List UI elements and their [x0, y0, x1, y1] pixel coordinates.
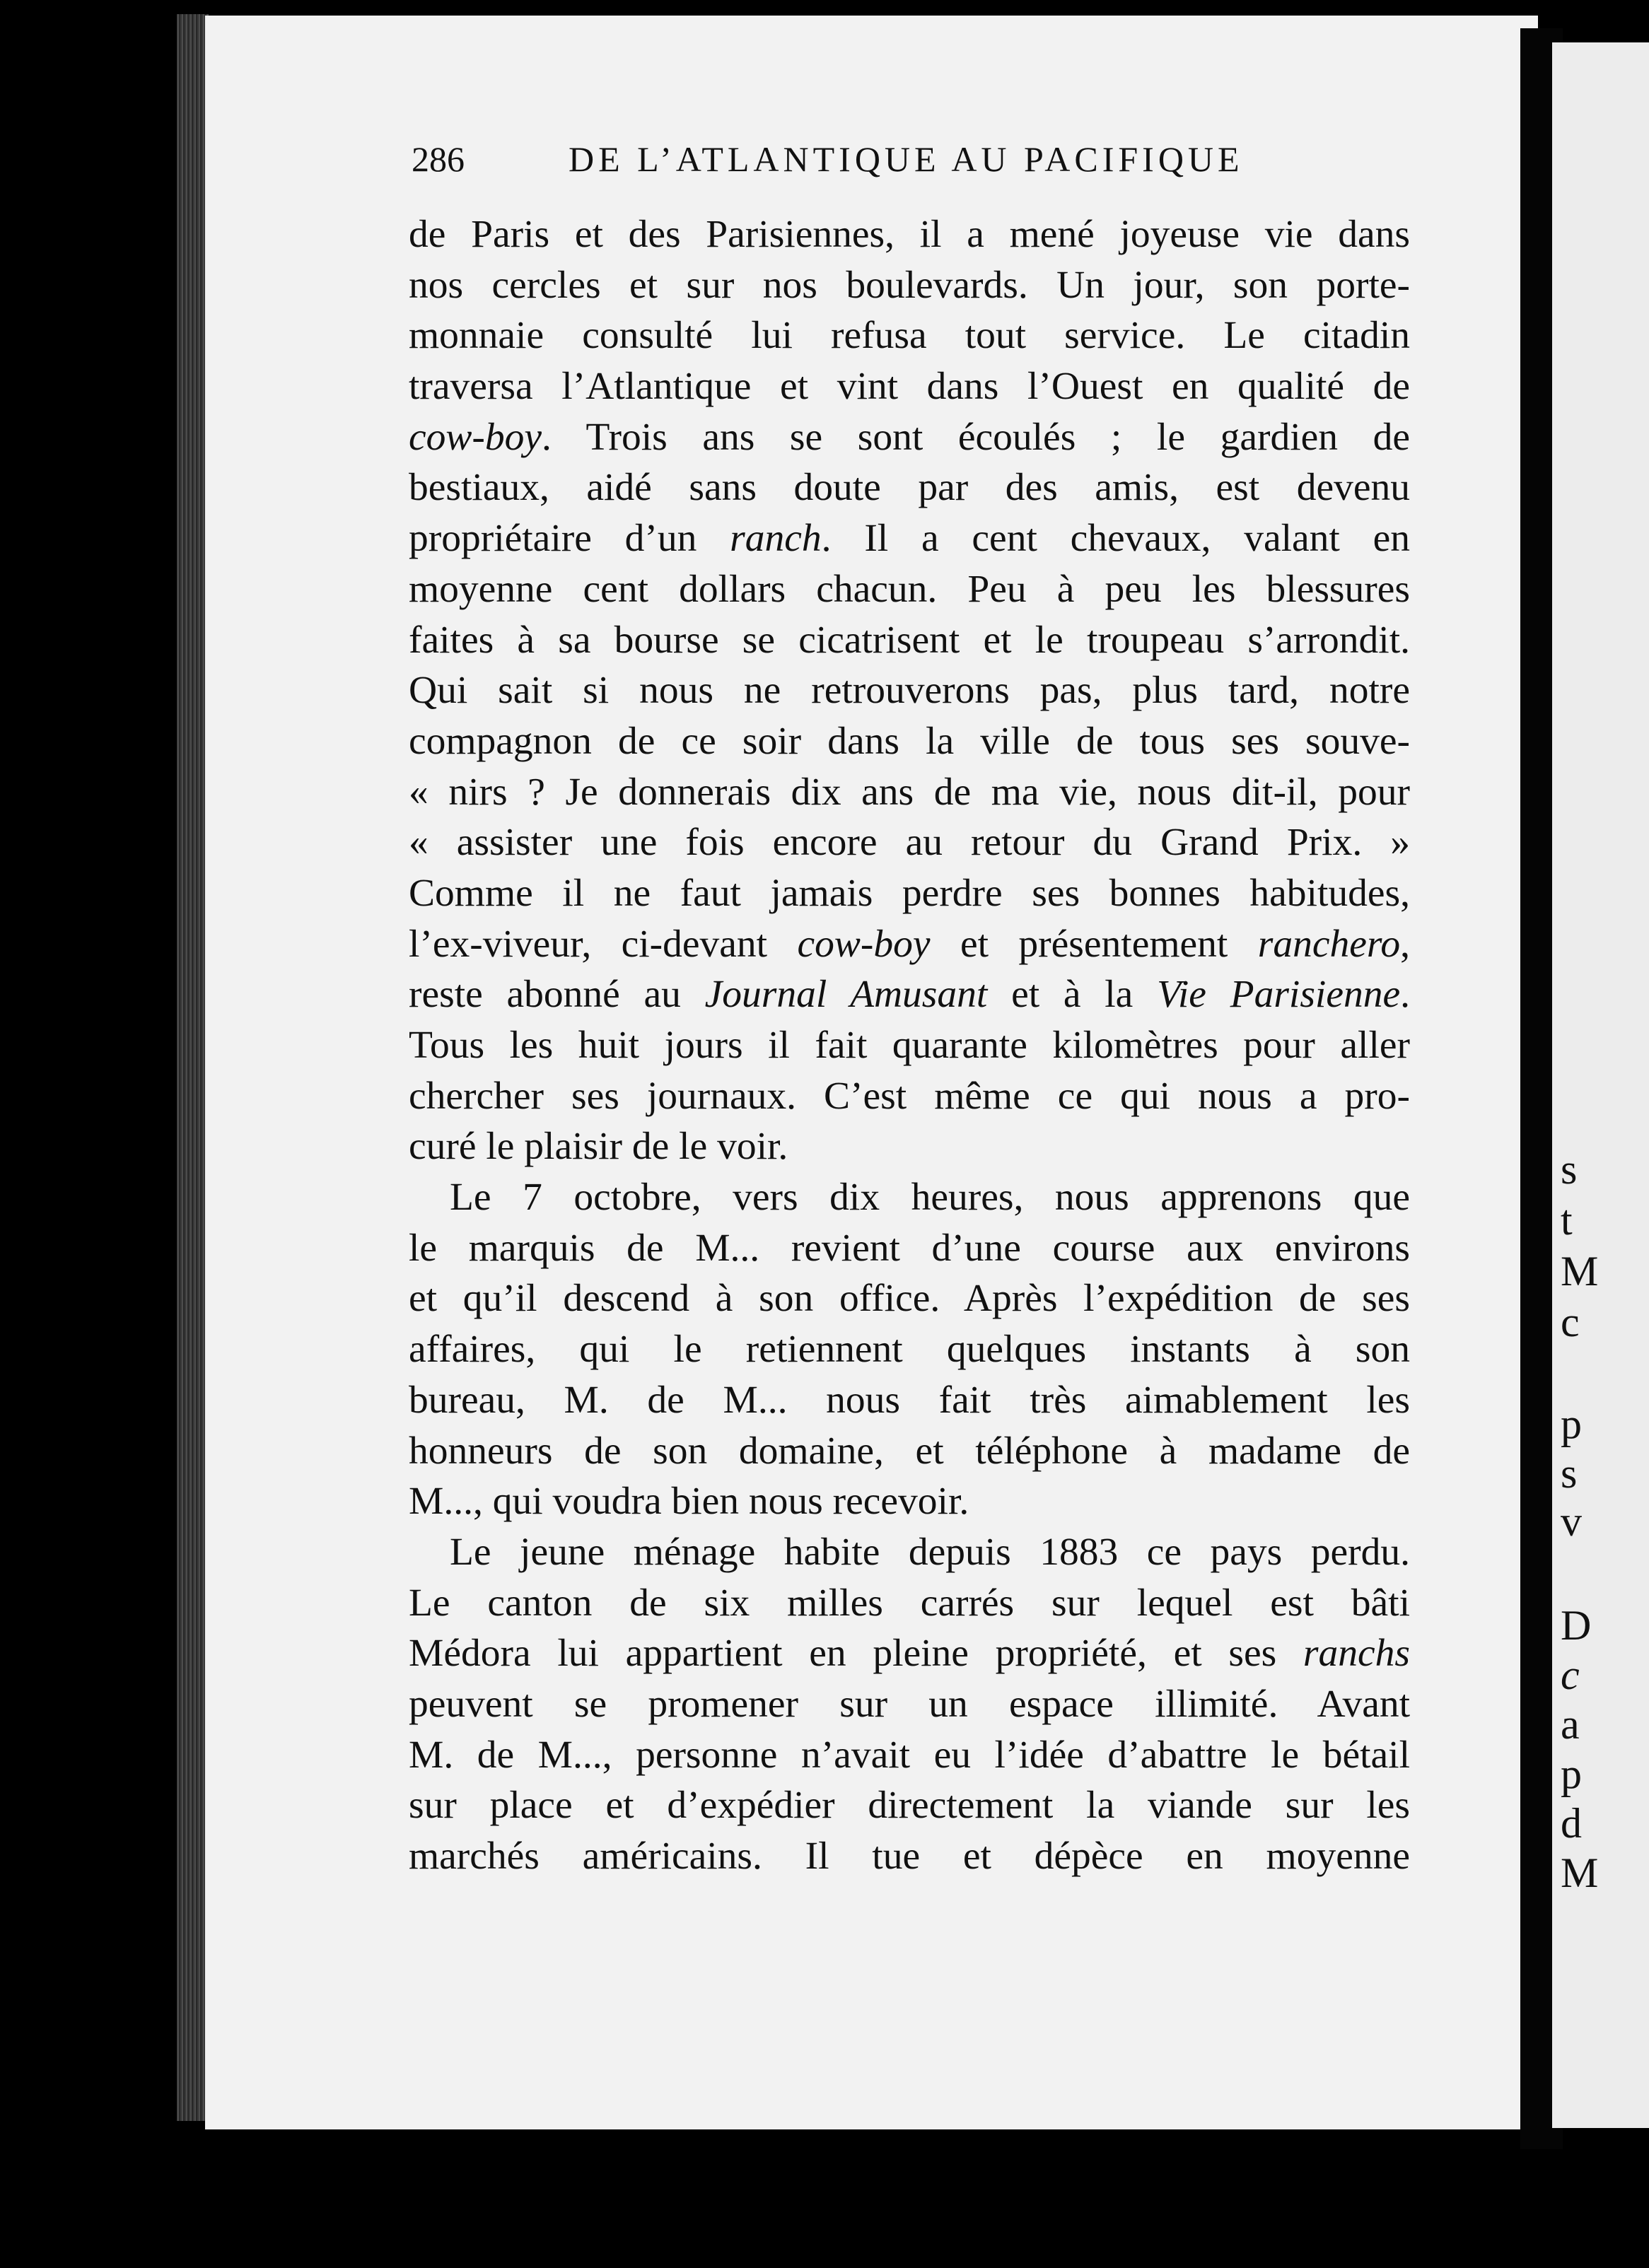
text-line: « assister une fois encore au retour du Grand Prix. »: [409, 821, 1410, 865]
text-line: bureau, M. de M... nous fait très aimablement les: [409, 1378, 1410, 1422]
text-line: moyenne cent dollars chacun. Peu à peu les blessures: [409, 567, 1410, 611]
text-line: Le jeune ménage habite depuis 1883 ce pays perdu.: [450, 1530, 1410, 1574]
text-line: faites à sa bourse se cicatrisent et le troupeau s’arrondit.: [409, 618, 1410, 662]
facing-page-letter: a: [1561, 1701, 1580, 1748]
text-line: compagnon de ce soir dans la ville de tous ses souve-: [409, 719, 1410, 763]
text-line: traversa l’Atlantique et vint dans l’Ouest en qualité de: [409, 365, 1410, 409]
page-body-text: [409, 209, 1410, 1882]
facing-page-letter: t: [1561, 1197, 1573, 1244]
text-line: propriétaire d’un ranch. Il a cent chevaux, valant en: [409, 517, 1410, 561]
facing-page-letter: D: [1561, 1602, 1592, 1649]
text-line: peuvent se promener sur un espace illimité. Avant: [409, 1682, 1410, 1726]
page-stack-edge: [177, 14, 209, 2121]
text-line: M. de M..., personne n’avait eu l’idée d’abattre le bétail: [409, 1733, 1410, 1777]
text-line: Comme il ne faut jamais perdre ses bonnes habitudes,: [409, 871, 1410, 915]
facing-page-letter: s: [1561, 1450, 1578, 1497]
text-line: bestiaux, aidé sans doute par des amis, est devenu: [409, 466, 1410, 510]
text-line: honneurs de son domaine, et téléphone à madame de: [409, 1429, 1410, 1473]
text-line: nos cercles et sur nos boulevards. Un jour, son porte-: [409, 263, 1410, 307]
text-line: Le 7 octobre, vers dix heures, nous apprenons que: [450, 1176, 1410, 1220]
running-title: DE L’ATLANTIQUE AU PACIFIQUE: [569, 139, 1244, 179]
running-header: [412, 139, 1260, 188]
facing-page-letter: s: [1561, 1146, 1578, 1193]
text-line: Le canton de six milles carrés sur lequel est bâti: [409, 1581, 1410, 1625]
text-line: affaires, qui le retiennent quelques instants à son: [409, 1328, 1410, 1372]
text-line: l’ex-viveur, ci-devant cow-boy et présentement ranchero,: [409, 922, 1410, 966]
facing-page-letter: p: [1561, 1401, 1582, 1447]
facing-page-fragment: [1552, 42, 1649, 2128]
facing-page-letter: M: [1561, 1849, 1599, 1896]
facing-page-letter: v: [1561, 1498, 1582, 1545]
text-line: cow-boy. Trois ans se sont écoulés ; le gardien de: [409, 415, 1410, 459]
text-line: reste abonné au Journal Amusant et à la Vie Parisienne.: [409, 973, 1410, 1017]
text-line: marchés américains. Il tue et dépèce en moyenne: [409, 1835, 1410, 1878]
facing-page-letter: d: [1561, 1800, 1582, 1847]
text-line: curé le plaisir de le voir.: [409, 1125, 788, 1169]
facing-page-letter: c: [1561, 1652, 1580, 1698]
page-number: 286: [412, 139, 465, 179]
facing-page-letter: p: [1561, 1750, 1582, 1797]
text-line: Qui sait si nous ne retrouverons pas, plus tard, notre: [409, 669, 1410, 713]
text-line: Médora lui appartient en pleine propriété, et ses ranchs: [409, 1632, 1410, 1676]
facing-page-letter: M: [1561, 1248, 1599, 1294]
text-line: M..., qui voudra bien nous recevoir.: [409, 1480, 969, 1524]
text-line: de Paris et des Parisiennes, il a mené joyeuse vie dans: [409, 213, 1410, 256]
facing-page-letter: c: [1561, 1299, 1580, 1345]
text-line: monnaie consulté lui refusa tout service. Le citadin: [409, 314, 1410, 358]
text-line: Tous les huit jours il fait quarante kilomètres pour aller: [409, 1024, 1410, 1067]
text-line: « nirs ? Je donnerais dix ans de ma vie, nous dit-il, pour: [409, 770, 1410, 814]
text-line: et qu’il descend à son office. Après l’expédition de ses: [409, 1277, 1410, 1321]
text-line: chercher ses journaux. C’est même ce qui nous a pro-: [409, 1074, 1410, 1118]
text-line: sur place et d’expédier directement la viande sur les: [409, 1784, 1410, 1828]
text-line: le marquis de M... revient d’une course aux environs: [409, 1226, 1410, 1270]
